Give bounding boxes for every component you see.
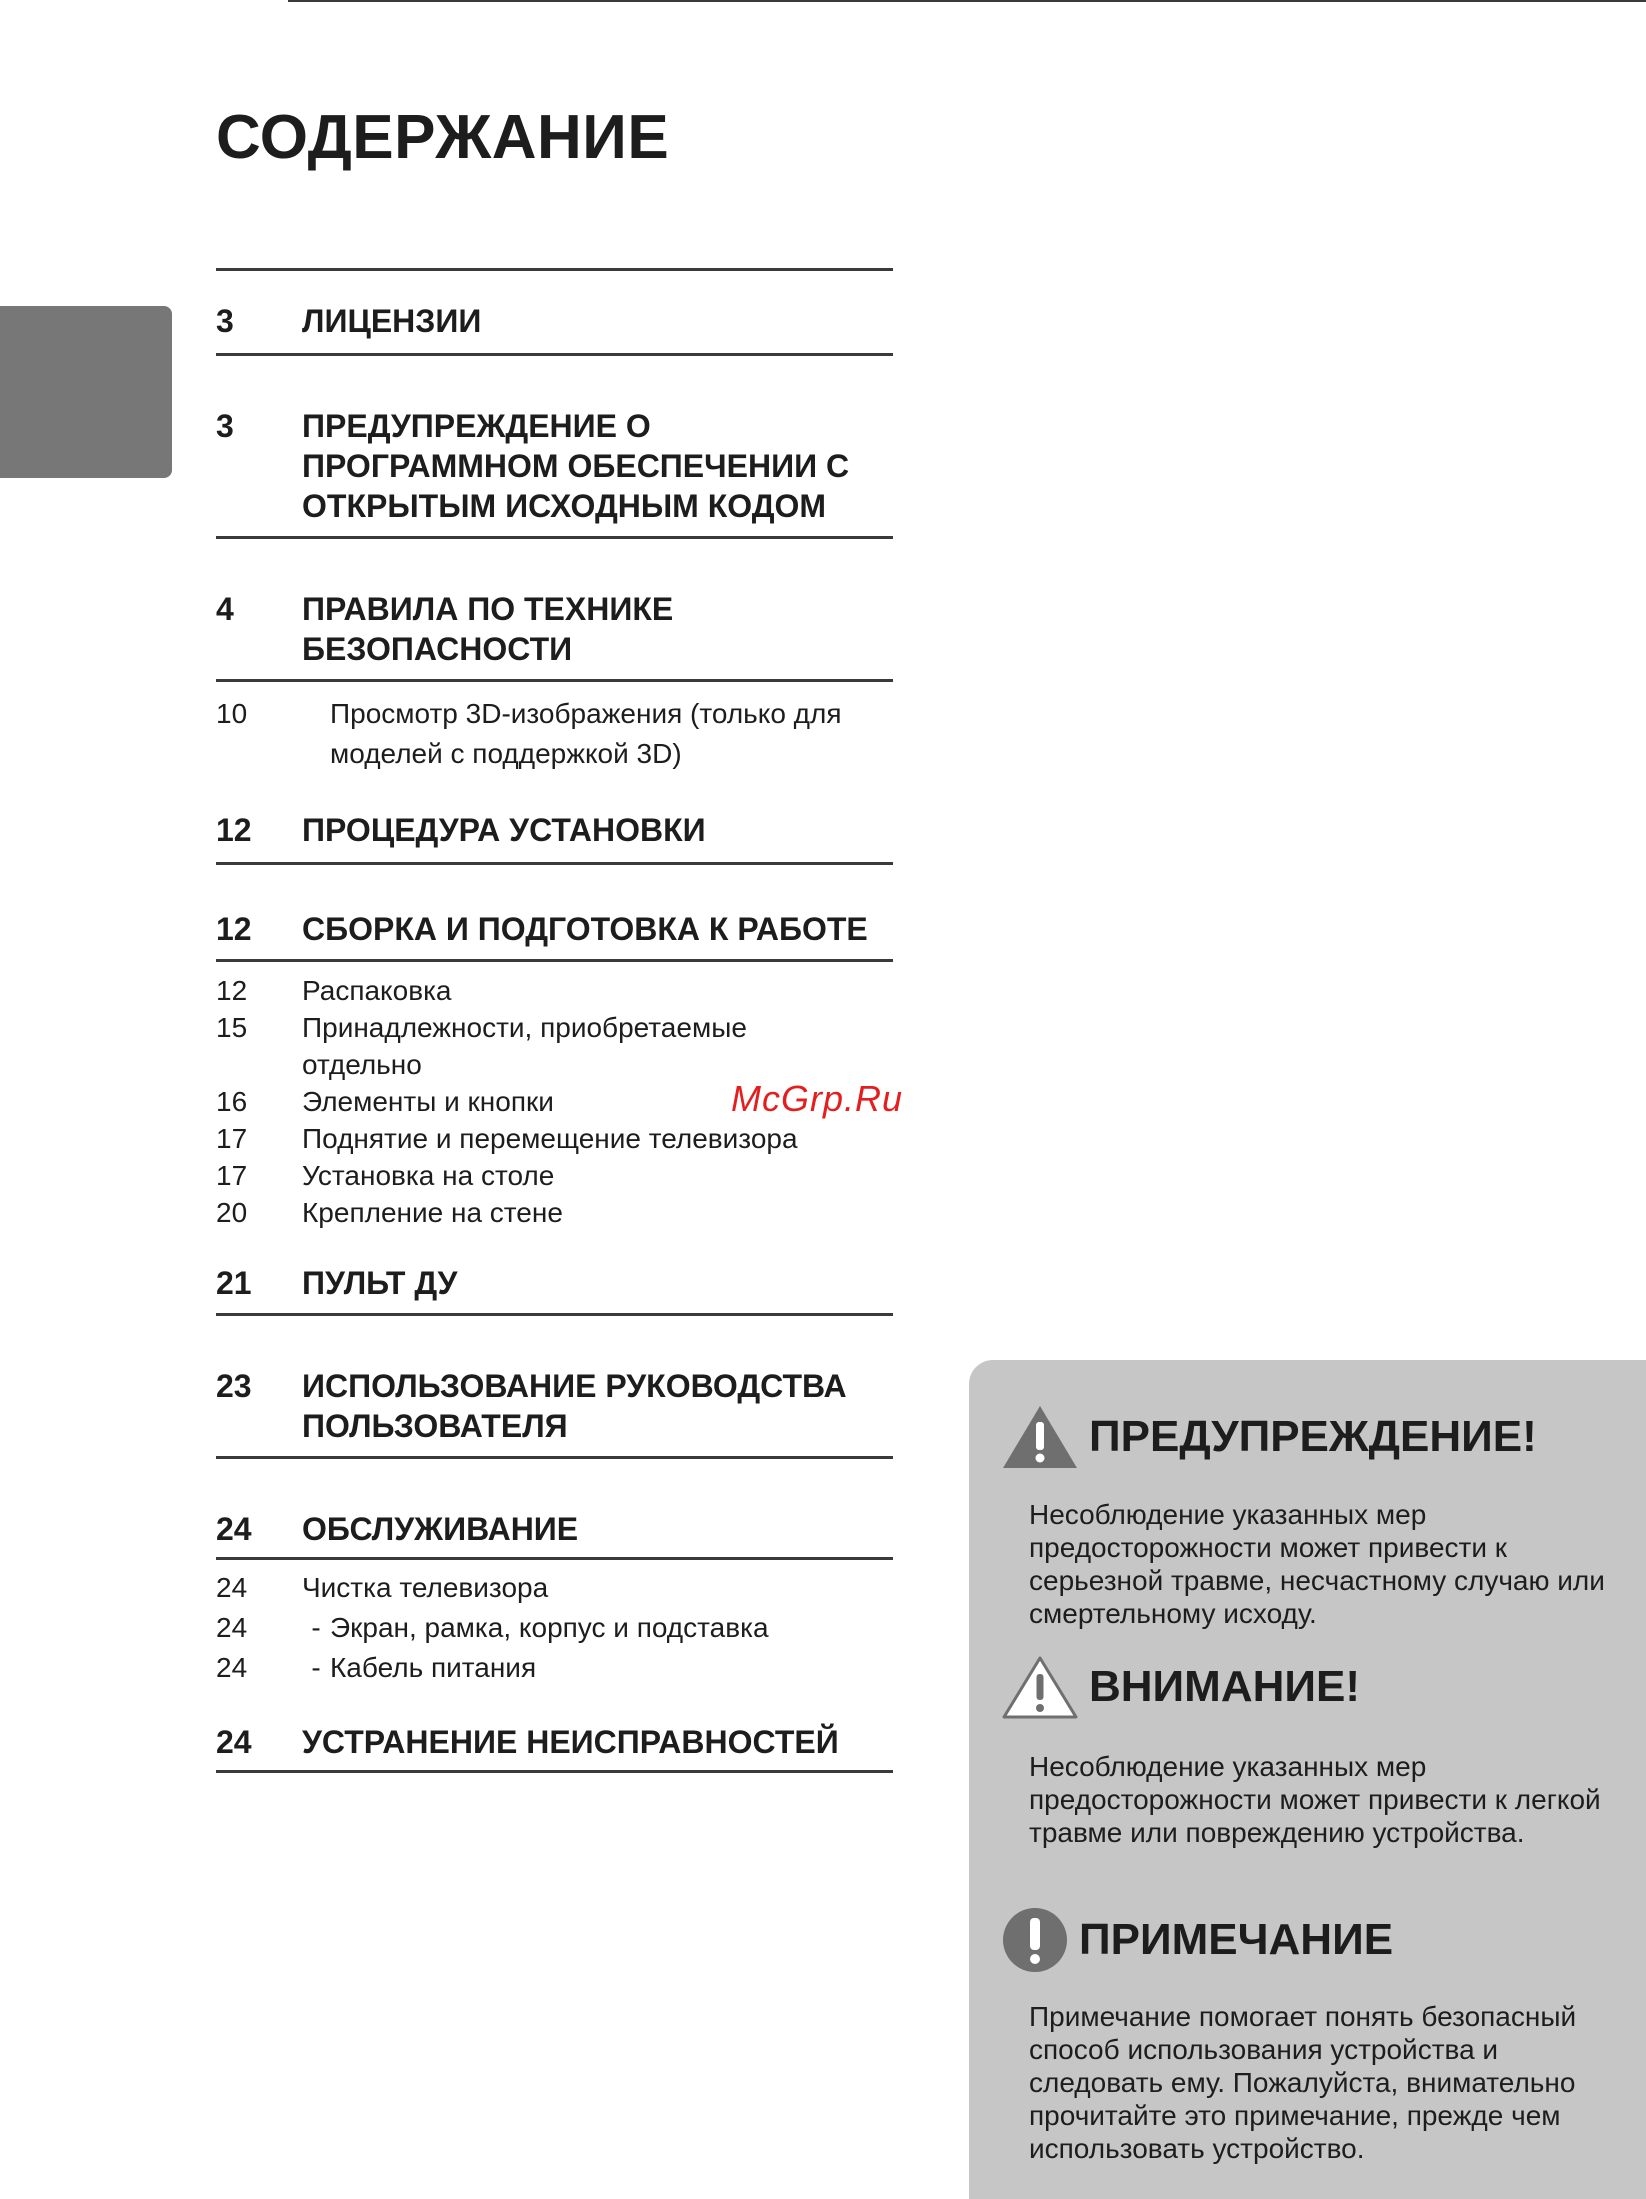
toc-divider [216, 959, 893, 962]
toc-page-number: 12 [216, 812, 252, 848]
toc-subsection-title: Элементы и кнопки [302, 1086, 554, 1117]
note-icon [1001, 1906, 1069, 1974]
toc-page-number: 23 [216, 1368, 252, 1404]
toc-subsection-title: Поднятие и перемещение телевизора [302, 1123, 798, 1154]
toc-page-number: 17 [216, 1160, 248, 1191]
toc-page-number: 24 [216, 1612, 248, 1643]
toc-section-maintenance[interactable] [216, 1509, 893, 1549]
toc-section-title: ПРЕДУПРЕЖДЕНИЕ О ПРОГРАММНОМ ОБЕСПЕЧЕНИИ С ОТКРЫТЫМ ИСХОДНЫМ КОДОМ [302, 408, 850, 524]
toc-divider [216, 679, 893, 682]
toc-subsection-accessories[interactable] [216, 1009, 893, 1083]
chapter-tab-marker [0, 306, 172, 478]
toc-page-number: 3 [216, 408, 234, 444]
toc-section-installation[interactable] [216, 810, 893, 850]
toc-divider [216, 268, 893, 271]
toc-subsection-title: Принадлежности, приобретаемые отдельно [302, 1012, 747, 1080]
toc-page-number: 24 [216, 1652, 248, 1683]
toc-section-troubleshooting[interactable] [216, 1722, 893, 1762]
note-text: Примечание помогает понять безопасный способ использования устройства и следовать ему. Пожалуйста, внимательно прочитайте это примечание, прежде чем использовать устройство. [1029, 2001, 1577, 2164]
warning-heading: ПРЕДУПРЕЖДЕНИЕ! [1089, 1412, 1537, 1461]
toc-subsection-title: Экран, рамка, корпус и подставка [330, 1612, 769, 1643]
toc-page-number: 3 [216, 303, 234, 339]
toc-section-open-source[interactable] [216, 406, 893, 526]
toc-subsection-title: Распаковка [302, 975, 452, 1006]
toc-page-number: 21 [216, 1265, 252, 1301]
toc-divider [216, 862, 893, 865]
safety-notes-panel [969, 1360, 1646, 2199]
toc-page-number: 24 [216, 1572, 248, 1603]
toc-page-number: 20 [216, 1197, 248, 1228]
watermark: McGrp.Ru [731, 1078, 904, 1119]
toc-section-title: ЛИЦЕНЗИИ [302, 303, 482, 339]
toc-page-number: 10 [216, 698, 248, 729]
toc-subsection-unpacking[interactable] [216, 972, 893, 1009]
toc-section-title: СБОРКА И ПОДГОТОВКА К РАБОТЕ [302, 911, 868, 947]
toc-page-number: 16 [216, 1086, 248, 1117]
toc-section-title: ПРОЦЕДУРА УСТАНОВКИ [302, 812, 706, 848]
toc-subsection-3d[interactable] [216, 694, 893, 774]
toc-page-number: 24 [216, 1724, 252, 1760]
toc-divider [216, 536, 893, 539]
toc-subsection-power-cable[interactable] [216, 1648, 893, 1688]
toc-page-number: 17 [216, 1123, 248, 1154]
toc-subsection-wall-mount[interactable] [216, 1194, 893, 1231]
toc-divider [216, 1770, 893, 1773]
toc-section-safety[interactable] [216, 589, 893, 669]
caution-icon [1001, 1654, 1079, 1720]
warning-text: Несоблюдение указанных мер предосторожности может привести к серьезной травме, несчастному случаю или смертельному исходу. [1029, 1499, 1605, 1629]
table-of-contents [216, 268, 893, 1773]
caution-heading: ВНИМАНИЕ! [1089, 1662, 1361, 1711]
page-title: СОДЕРЖАНИЕ [216, 103, 670, 172]
toc-section-title: УСТРАНЕНИЕ НЕИСПРАВНОСТЕЙ [302, 1724, 839, 1760]
note-header [1001, 1906, 1393, 1974]
caution-header [1001, 1654, 1360, 1720]
toc-page-number: 12 [216, 975, 248, 1006]
toc-section-licenses[interactable] [216, 301, 893, 341]
toc-section-title: ПУЛЬТ ДУ [302, 1265, 458, 1301]
toc-section-remote[interactable] [216, 1263, 893, 1303]
toc-subsection-title: Чистка телевизора [302, 1572, 549, 1603]
toc-bullet-dash: - [311, 1612, 321, 1643]
top-rule [288, 0, 1646, 2]
toc-section-title: ПРАВИЛА ПО ТЕХНИКЕ БЕЗОПАСНОСТИ [302, 591, 674, 667]
toc-section-user-guide[interactable] [216, 1366, 893, 1446]
toc-divider [216, 1456, 893, 1459]
toc-subsection-table-mount[interactable] [216, 1157, 893, 1194]
warning-header [1001, 1404, 1537, 1470]
caution-text: Несоблюдение указанных мер предосторожности может привести к легкой травме или повреждению устройства. [1029, 1751, 1601, 1848]
toc-subsection-cleaning[interactable] [216, 1568, 893, 1608]
toc-bullet-dash: - [311, 1652, 321, 1683]
toc-page-number: 24 [216, 1511, 252, 1547]
toc-section-assembly[interactable] [216, 909, 893, 949]
toc-subsection-title: Кабель питания [330, 1652, 537, 1683]
warning-icon [1001, 1404, 1079, 1470]
note-heading: ПРИМЕЧАНИЕ [1079, 1915, 1394, 1964]
toc-subsection-title: Крепление на стене [302, 1197, 563, 1228]
toc-section-title: ОБСЛУЖИВАНИЕ [302, 1511, 579, 1547]
toc-page-number: 15 [216, 1012, 248, 1043]
toc-subsection-moving[interactable] [216, 1120, 893, 1157]
toc-page-number: 4 [216, 591, 234, 627]
toc-subsection-title: Установка на столе [302, 1160, 555, 1191]
toc-subsection-screen[interactable] [216, 1608, 893, 1648]
toc-section-title: ИСПОЛЬЗОВАНИЕ РУКОВОДСТВА ПОЛЬЗОВАТЕЛЯ [302, 1368, 847, 1444]
toc-divider [216, 353, 893, 356]
toc-divider [216, 1313, 893, 1316]
toc-page-number: 12 [216, 911, 252, 947]
toc-subsection-title: Просмотр 3D-изображения (только для моделей с поддержкой 3D) [330, 698, 842, 769]
toc-divider [216, 1557, 893, 1560]
